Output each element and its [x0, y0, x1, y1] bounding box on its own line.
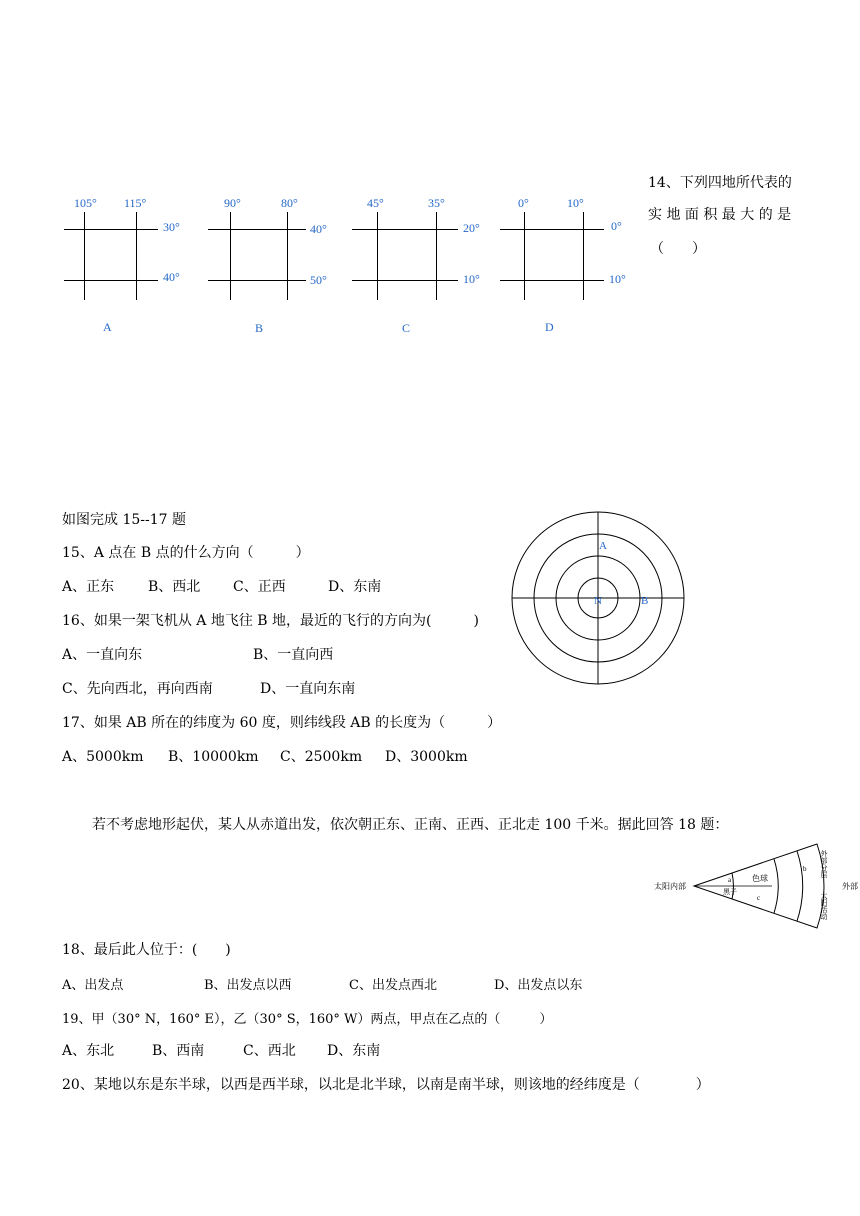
grid-c-lat-bottom: 10°	[463, 272, 480, 286]
grid-b-lat-top: 40°	[310, 222, 327, 236]
grid-b-lat-bottom: 50°	[310, 273, 327, 287]
grid-d-lon-right: 10°	[567, 196, 584, 210]
q14-line3: （ ）	[650, 241, 706, 257]
grid-d-v1	[524, 212, 525, 300]
q17-stem: 17、如果 AB 所在的纬度为 60 度，则纬线段 AB 的长度为（ ）	[62, 715, 502, 731]
polar-center-n: N	[594, 595, 602, 607]
grid-d-label: D	[545, 320, 554, 334]
q17-option-b: B、10000km	[168, 749, 259, 765]
q16-option-a: A、一直向东	[62, 647, 143, 663]
grid-a-h2	[64, 280, 158, 281]
grid-a-lon-left: 105°	[74, 196, 97, 210]
grid-b-h2	[208, 280, 306, 281]
polar-point-a: A	[599, 540, 607, 552]
grid-c-lon-left: 45°	[367, 196, 384, 210]
q15-option-a: A、正东	[62, 579, 115, 595]
sun-arc-2	[774, 859, 778, 913]
q18-option-d: D、出发点以东	[494, 978, 583, 993]
q18-option-a: A、出发点	[62, 978, 124, 993]
q17-option-c: C、2500km	[280, 749, 363, 765]
q14-line2: 实 地 面 积 最 大 的 是	[648, 207, 792, 223]
grid-c-h2	[352, 280, 458, 281]
q16-stem: 16、如果一架飞机从 A 地飞往 B 地，最近的飞行的方向为( )	[62, 613, 479, 629]
polar-diagram	[508, 508, 688, 688]
q15-option-c: C、正西	[233, 579, 286, 595]
q15-stem: 15、A 点在 B 点的什么方向（ ）	[62, 545, 310, 561]
q16-option-c: C、先向西北，再向西南	[62, 681, 213, 697]
grid-b-label: B	[255, 321, 264, 335]
q20-stem: 20、某地以东是东半球，以西是西半球，以北是北半球，以南是南半球，则该地的经纬度是（ ）	[62, 1077, 710, 1093]
q18-option-c: C、出发点西北	[349, 978, 437, 993]
q14-line1: 14、下列四地所代表的	[648, 175, 792, 191]
grid-c-v2	[436, 212, 437, 300]
q18-intro: 若不考虑地形起伏，某人从赤道出发，依次朝正东、正南、正西、正北走 100 千米。据此回答 18 题：	[92, 817, 729, 833]
grid-a-v1	[84, 212, 85, 300]
grid-c-lon-right: 35°	[428, 196, 445, 210]
grid-d-h1	[500, 229, 604, 230]
sun-right-label: 外部	[842, 882, 858, 891]
grid-d-lat-bottom: 10°	[609, 272, 626, 286]
sun-outer-text-2: 太阳活动	[820, 892, 828, 920]
grid-a-h1	[64, 229, 158, 230]
q19-stem: 19、甲（30° N，160° E），乙（30° S，160° W）两点，甲点在乙点的（ ）	[62, 1012, 553, 1027]
q15-option-d: D、东南	[328, 579, 382, 595]
sun-label-c: c	[757, 894, 761, 902]
grid-b-lon-right: 80°	[281, 196, 298, 210]
grid-b-v2	[287, 212, 288, 300]
grid-c-label: C	[402, 321, 411, 335]
q15-option-b: B、西北	[148, 579, 201, 595]
q19-option-a: A、东北	[62, 1043, 115, 1059]
q16-option-d: D、一直向东南	[260, 681, 356, 697]
q17-option-d: D、3000km	[385, 749, 468, 765]
q18-option-b: B、出发点以西	[204, 978, 292, 993]
sun-outer-text-1: 外部分层	[820, 850, 828, 878]
grid-c-lat-top: 20°	[463, 221, 480, 235]
grid-b-lon-left: 90°	[224, 196, 241, 210]
sun-left-label: 太阳内部	[654, 882, 686, 891]
sun-structure-diagram	[652, 836, 860, 936]
grid-d-v2	[583, 212, 584, 300]
grid-a-label: A	[103, 320, 112, 334]
sun-label-a: a	[728, 876, 732, 884]
q16-option-b: B、一直向西	[253, 647, 334, 663]
grid-b-v1	[230, 212, 231, 300]
q19-option-c: C、西北	[243, 1043, 296, 1059]
grid-a-lon-right: 115°	[124, 196, 147, 210]
sun-label-b: b	[803, 865, 807, 873]
grid-d-lon-left: 0°	[518, 196, 529, 210]
grid-c-v1	[377, 212, 378, 300]
section-intro: 如图完成 15--17 题	[62, 512, 186, 528]
grid-a-lat-bottom: 40°	[163, 270, 180, 284]
grid-d-lat-top: 0°	[611, 219, 622, 233]
polar-point-b: B	[641, 595, 649, 607]
grid-a-v2	[136, 212, 137, 300]
grid-d-h2	[500, 280, 604, 281]
q19-option-b: B、西南	[152, 1043, 205, 1059]
sun-label-chromosphere: 色球	[752, 874, 768, 883]
q19-option-d: D、东南	[327, 1043, 381, 1059]
grid-c-h1	[352, 229, 458, 230]
q17-option-a: A、5000km	[62, 749, 144, 765]
sun-label-heizi: 黑子	[723, 888, 737, 896]
grid-b-h1	[208, 229, 306, 230]
sun-arc-3	[797, 851, 803, 921]
q18-stem: 18、最后此人位于：( )	[62, 942, 231, 958]
grid-a-lat-top: 30°	[163, 220, 180, 234]
